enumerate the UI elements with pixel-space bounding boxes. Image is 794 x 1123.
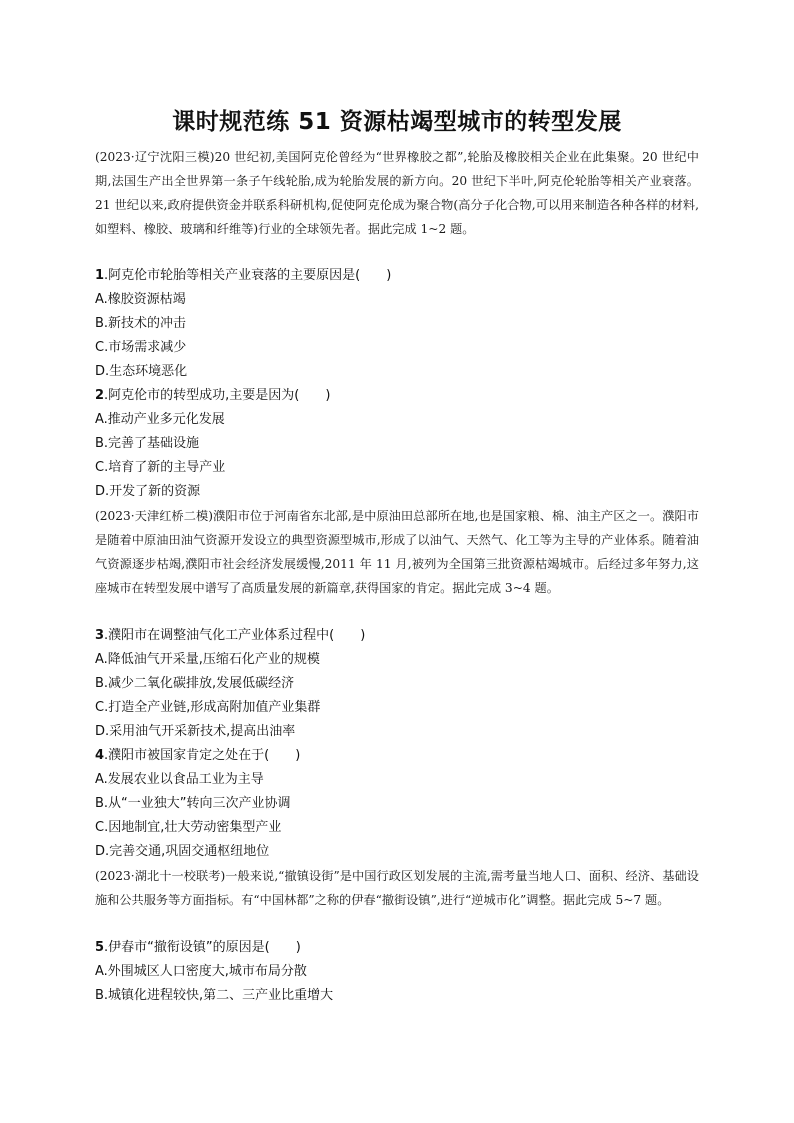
passage-1: (2023·辽宁沈阳三模)20 世纪初,美国阿克伦曾经为“世界橡胶之都”,轮胎及橡胶相关企业在此集聚。20 世纪中期,法国生产出全世界第一条子午线轮胎,成为轮胎发展的新方向。20 世纪下半叶,阿克伦轮胎等相关产业衰落。21 世纪以来,政府提供资金并联系科研机构,促使阿克伦成为聚合物(高分子化合物,可以用来制造各种各样的材料,如塑料、橡胶、玻璃和纤维等)行业的全球领先者。据此完成 1~2 题。	[95, 150, 699, 236]
option-5b: B.城镇化进程较快,第二、三产业比重增大	[95, 988, 334, 1003]
page-title: 课时规范练 51 资源枯竭型城市的转型发展	[172, 109, 622, 135]
option-1c: C.市场需求减少	[95, 340, 187, 355]
question-3	[95, 624, 699, 648]
option-4b: B.从“一业独大”转向三次产业协调	[95, 796, 291, 811]
option-1b: B.新技术的冲击	[95, 316, 187, 331]
option-2a: A.推动产业多元化发展	[95, 412, 225, 427]
question-stem: .濮阳市在调整油气化工产业体系过程中( )	[104, 628, 366, 643]
option-4c: C.因地制宜,壮大劳动密集型产业	[95, 820, 282, 835]
question-5	[95, 936, 699, 960]
option-1d: D.生态环境恶化	[95, 364, 188, 379]
option-3b: B.减少二氧化碳排放,发展低碳经济	[95, 676, 295, 691]
question-1	[95, 264, 699, 288]
question-stem: .阿克伦市的转型成功,主要是因为( )	[104, 388, 331, 403]
question-stem: .阿克伦市轮胎等相关产业衰落的主要原因是( )	[104, 268, 392, 283]
option-4a: A.发展农业以食品工业为主导	[95, 772, 264, 787]
passage-3: (2023·湖北十一校联考)一般来说,“撤镇设街”是中国行政区划发展的主流,需考量当地人口、面积、经济、基础设施和公共服务等方面指标。有“中国林都”之称的伊春“撤街设镇”,进行“逆城市化”调整。据此完成 5~7 题。	[95, 869, 699, 907]
option-4d: D.完善交通,巩固交通枢纽地位	[95, 844, 270, 859]
option-3a: A.降低油气开采量,压缩石化产业的规模	[95, 652, 320, 667]
option-3c: C.打造全产业链,形成高附加值产业集群	[95, 700, 321, 715]
question-number: 1	[95, 268, 105, 283]
question-number: 4	[95, 748, 105, 763]
option-5a: A.外围城区人口密度大,城市布局分散	[95, 964, 307, 979]
question-2	[95, 384, 699, 408]
question-number: 5	[95, 940, 105, 955]
question-4	[95, 744, 699, 768]
question-number: 2	[95, 388, 105, 403]
question-stem: .濮阳市被国家肯定之处在于( )	[104, 748, 301, 763]
passage-2: (2023·天津红桥二模)濮阳市位于河南省东北部,是中原油田总部所在地,也是国家粮、棉、油主产区之一。濮阳市是随着中原油田油气资源开发设立的典型资源型城市,形成了以油气、天然气、化工等为主导的产业体系。随着油气资源逐步枯竭,濮阳市社会经济发展缓慢,2011 年 11 月,被列为全国第三批资源枯竭城市。后经过多年努力,这座城市在转型发展中谱写了高质量发展的新篇章,获得国家的肯定。据此完成 3~4 题。	[95, 509, 699, 595]
option-2c: C.培育了新的主导产业	[95, 460, 226, 475]
option-1a: A.橡胶资源枯竭	[95, 292, 186, 307]
question-stem: .伊春市“撤衔设镇”的原因是( )	[104, 940, 301, 955]
option-3d: D.采用油气开采新技术,提高出油率	[95, 724, 296, 739]
question-number: 3	[95, 628, 105, 643]
option-2d: D.开发了新的资源	[95, 484, 201, 499]
option-2b: B.完善了基础设施	[95, 436, 200, 451]
